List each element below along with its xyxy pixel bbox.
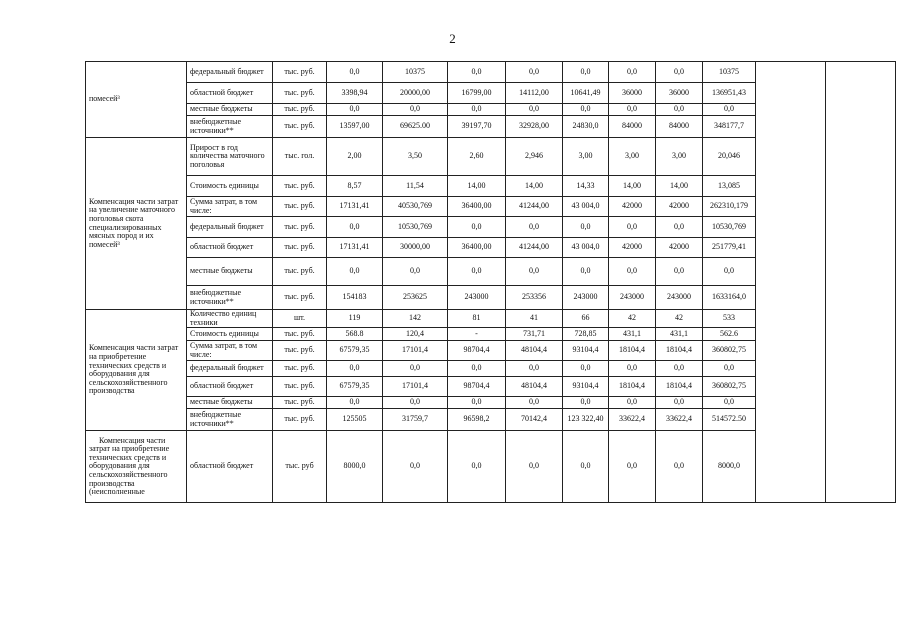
value-cell: 31759,7 bbox=[383, 409, 448, 431]
value-cell: 13,085 bbox=[703, 176, 756, 197]
value-cell: 17131,41 bbox=[327, 238, 383, 258]
value-cell: 2,60 bbox=[448, 138, 506, 176]
value-cell: 0,0 bbox=[506, 397, 563, 409]
value-cell: 360802,75 bbox=[703, 341, 756, 361]
value-cell: 42 bbox=[656, 310, 703, 328]
value-cell: 17101,4 bbox=[383, 341, 448, 361]
value-cell: 11,54 bbox=[383, 176, 448, 197]
value-cell: 16799,00 bbox=[448, 83, 506, 104]
value-cell: 0,0 bbox=[383, 104, 448, 116]
value-cell: 0,0 bbox=[563, 361, 609, 377]
value-cell: 0,0 bbox=[609, 104, 656, 116]
value-cell: 0,0 bbox=[448, 258, 506, 286]
value-cell: 14,00 bbox=[656, 176, 703, 197]
value-cell: 251779,41 bbox=[703, 238, 756, 258]
value-cell: 0,0 bbox=[609, 397, 656, 409]
value-cell: 98704,4 bbox=[448, 377, 506, 397]
value-cell: 10530,769 bbox=[383, 217, 448, 238]
value-cell: 14,00 bbox=[448, 176, 506, 197]
unit: тыс. руб bbox=[273, 431, 327, 503]
value-cell: 3,00 bbox=[656, 138, 703, 176]
value-cell: 67579,35 bbox=[327, 341, 383, 361]
value-cell: 0,0 bbox=[656, 397, 703, 409]
value-cell: 20,046 bbox=[703, 138, 756, 176]
value-cell: 39197,70 bbox=[448, 116, 506, 138]
value-cell: 0,0 bbox=[563, 397, 609, 409]
value-cell: 514572.50 bbox=[703, 409, 756, 431]
value-cell: 43 004,0 bbox=[563, 197, 609, 217]
value-cell: 36000 bbox=[609, 83, 656, 104]
value-cell: 84000 bbox=[609, 116, 656, 138]
value-cell: 3,50 bbox=[383, 138, 448, 176]
value-cell: 10375 bbox=[703, 62, 756, 83]
value-cell: 98704,4 bbox=[448, 341, 506, 361]
funding-source: федеральный бюджет bbox=[187, 217, 273, 238]
value-cell: 8,57 bbox=[327, 176, 383, 197]
value-cell: 0,0 bbox=[656, 258, 703, 286]
value-cell: 18104,4 bbox=[656, 377, 703, 397]
value-cell: 0,0 bbox=[327, 361, 383, 377]
unit: тыс. руб. bbox=[273, 397, 327, 409]
value-cell: 0,0 bbox=[448, 62, 506, 83]
value-cell: 123 322,40 bbox=[563, 409, 609, 431]
value-cell: 0,0 bbox=[383, 258, 448, 286]
value-cell: 0,0 bbox=[703, 397, 756, 409]
value-cell: 32928,00 bbox=[506, 116, 563, 138]
table-body bbox=[86, 62, 896, 503]
unit: тыс. руб. bbox=[273, 328, 327, 341]
value-cell: 0,0 bbox=[656, 217, 703, 238]
value-cell: 562.6 bbox=[703, 328, 756, 341]
value-cell: 0,0 bbox=[448, 361, 506, 377]
value-cell: 154183 bbox=[327, 286, 383, 310]
value-cell: 41 bbox=[506, 310, 563, 328]
page-number: 2 bbox=[449, 31, 456, 46]
measure-name: Компенсация части затрат на приобретение технических средств и оборудования для сельскохозяйственного производства (неисполненные bbox=[86, 431, 187, 503]
value-cell: 36400,00 bbox=[448, 197, 506, 217]
funding-source: Количество единиц техники bbox=[187, 310, 273, 328]
value-cell: 253356 bbox=[506, 286, 563, 310]
value-cell: 0,0 bbox=[506, 431, 563, 503]
value-cell: 0,0 bbox=[383, 361, 448, 377]
unit: тыс. руб. bbox=[273, 176, 327, 197]
value-cell: 41244,00 bbox=[506, 238, 563, 258]
table-row bbox=[86, 62, 896, 83]
funding-source: областной бюджет bbox=[187, 431, 273, 503]
value-cell: 18104,4 bbox=[609, 341, 656, 361]
value-cell: 0,0 bbox=[609, 431, 656, 503]
unit: тыс. руб. bbox=[273, 62, 327, 83]
value-cell: 14,00 bbox=[506, 176, 563, 197]
unit: тыс. руб. bbox=[273, 409, 327, 431]
value-cell: 10641,49 bbox=[563, 83, 609, 104]
value-cell: 0,0 bbox=[448, 217, 506, 238]
unit: тыс. гол. bbox=[273, 138, 327, 176]
value-cell: 20000,00 bbox=[383, 83, 448, 104]
funding-source: Прирост в год количества маточного поголовья bbox=[187, 138, 273, 176]
value-cell: - bbox=[448, 328, 506, 341]
value-cell: 43 004,0 bbox=[563, 238, 609, 258]
value-cell: 36000 bbox=[656, 83, 703, 104]
value-cell: 24830,0 bbox=[563, 116, 609, 138]
value-cell: 3398,94 bbox=[327, 83, 383, 104]
measure-name: помесей³ bbox=[86, 62, 187, 138]
value-cell: 42000 bbox=[656, 197, 703, 217]
value-cell: 0,0 bbox=[703, 361, 756, 377]
value-cell: 0,0 bbox=[506, 104, 563, 116]
value-cell: 48104,4 bbox=[506, 377, 563, 397]
value-cell: 348177,7 bbox=[703, 116, 756, 138]
funding-source: Стоимость единицы bbox=[187, 328, 273, 341]
funding-source: Сумма затрат, в том числе: bbox=[187, 197, 273, 217]
value-cell: 69625.00 bbox=[383, 116, 448, 138]
value-cell: 533 bbox=[703, 310, 756, 328]
unit: тыс. руб. bbox=[273, 341, 327, 361]
value-cell: 0,0 bbox=[327, 258, 383, 286]
value-cell: 0,0 bbox=[327, 104, 383, 116]
value-cell: 33622,4 bbox=[609, 409, 656, 431]
unit: шт. bbox=[273, 310, 327, 328]
value-cell: 568.8 bbox=[327, 328, 383, 341]
value-cell: 0,0 bbox=[563, 62, 609, 83]
value-cell: 0,0 bbox=[327, 217, 383, 238]
value-cell: 3,00 bbox=[563, 138, 609, 176]
value-cell: 41244,00 bbox=[506, 197, 563, 217]
value-cell: 0,0 bbox=[703, 258, 756, 286]
value-cell: 0,0 bbox=[506, 258, 563, 286]
value-cell: 18104,4 bbox=[609, 377, 656, 397]
value-cell: 0,0 bbox=[609, 258, 656, 286]
funding-source: местные бюджеты bbox=[187, 397, 273, 409]
value-cell: 136951,43 bbox=[703, 83, 756, 104]
value-cell: 0,0 bbox=[656, 361, 703, 377]
value-cell: 30000,00 bbox=[383, 238, 448, 258]
value-cell: 243000 bbox=[656, 286, 703, 310]
unit: тыс. руб. bbox=[273, 238, 327, 258]
value-cell: 17131,41 bbox=[327, 197, 383, 217]
value-cell: 120,4 bbox=[383, 328, 448, 341]
unit: тыс. руб. bbox=[273, 377, 327, 397]
measure-name: Компенсация части затрат на увеличение маточного поголовья скота специализированных мясных пород и их помесей³ bbox=[86, 138, 187, 310]
value-cell: 67579,35 bbox=[327, 377, 383, 397]
value-cell: 14112,00 bbox=[506, 83, 563, 104]
unit: тыс. руб. bbox=[273, 116, 327, 138]
value-cell: 262310,179 bbox=[703, 197, 756, 217]
value-cell: 0,0 bbox=[656, 62, 703, 83]
value-cell: 42000 bbox=[656, 238, 703, 258]
value-cell: 0,0 bbox=[563, 431, 609, 503]
value-cell: 0,0 bbox=[448, 397, 506, 409]
value-cell: 243000 bbox=[448, 286, 506, 310]
value-cell: 96598,2 bbox=[448, 409, 506, 431]
funding-source: Стоимость единицы bbox=[187, 176, 273, 197]
value-cell: 0,0 bbox=[327, 62, 383, 83]
value-cell: 81 bbox=[448, 310, 506, 328]
empty-column bbox=[826, 62, 896, 503]
funding-source: местные бюджеты bbox=[187, 258, 273, 286]
value-cell: 93104,4 bbox=[563, 377, 609, 397]
value-cell: 33622,4 bbox=[656, 409, 703, 431]
value-cell: 0,0 bbox=[609, 62, 656, 83]
value-cell: 48104,4 bbox=[506, 341, 563, 361]
value-cell: 18104,4 bbox=[656, 341, 703, 361]
value-cell: 17101,4 bbox=[383, 377, 448, 397]
empty-column bbox=[756, 62, 826, 503]
measure-name: Компенсация части затрат на приобретение технических средств и оборудования для сельскохозяйственного производства bbox=[86, 310, 187, 431]
value-cell: 70142,4 bbox=[506, 409, 563, 431]
value-cell: 0,0 bbox=[563, 217, 609, 238]
value-cell: 66 bbox=[563, 310, 609, 328]
value-cell: 360802,75 bbox=[703, 377, 756, 397]
value-cell: 119 bbox=[327, 310, 383, 328]
unit: тыс. руб. bbox=[273, 258, 327, 286]
value-cell: 728,85 bbox=[563, 328, 609, 341]
unit: тыс. руб. bbox=[273, 217, 327, 238]
funding-source: областной бюджет bbox=[187, 238, 273, 258]
value-cell: 431,1 bbox=[656, 328, 703, 341]
value-cell: 0,0 bbox=[448, 431, 506, 503]
value-cell: 0,0 bbox=[327, 397, 383, 409]
unit: тыс. руб. bbox=[273, 104, 327, 116]
value-cell: 8000,0 bbox=[327, 431, 383, 503]
value-cell: 253625 bbox=[383, 286, 448, 310]
value-cell: 0,0 bbox=[609, 361, 656, 377]
value-cell: 10530,769 bbox=[703, 217, 756, 238]
funding-source: местные бюджеты bbox=[187, 104, 273, 116]
value-cell: 40530,769 bbox=[383, 197, 448, 217]
value-cell: 10375 bbox=[383, 62, 448, 83]
value-cell: 0,0 bbox=[383, 431, 448, 503]
funding-source: внебюджетные источники** bbox=[187, 286, 273, 310]
value-cell: 142 bbox=[383, 310, 448, 328]
value-cell: 0,0 bbox=[448, 104, 506, 116]
value-cell: 0,0 bbox=[506, 62, 563, 83]
funding-source: внебюджетные источники** bbox=[187, 116, 273, 138]
unit: тыс. руб. bbox=[273, 286, 327, 310]
value-cell: 0,0 bbox=[563, 258, 609, 286]
budget-table bbox=[85, 61, 896, 503]
value-cell: 0,0 bbox=[656, 104, 703, 116]
value-cell: 125505 bbox=[327, 409, 383, 431]
value-cell: 13597,00 bbox=[327, 116, 383, 138]
funding-source: внебюджетные источники** bbox=[187, 409, 273, 431]
value-cell: 42000 bbox=[609, 238, 656, 258]
value-cell: 0,0 bbox=[656, 431, 703, 503]
value-cell: 42000 bbox=[609, 197, 656, 217]
value-cell: 93104,4 bbox=[563, 341, 609, 361]
value-cell: 0,0 bbox=[383, 397, 448, 409]
value-cell: 14,00 bbox=[609, 176, 656, 197]
funding-source: Сумма затрат, в том числе: bbox=[187, 341, 273, 361]
value-cell: 42 bbox=[609, 310, 656, 328]
funding-source: федеральный бюджет bbox=[187, 62, 273, 83]
funding-source: федеральный бюджет bbox=[187, 361, 273, 377]
value-cell: 8000,0 bbox=[703, 431, 756, 503]
value-cell: 36400,00 bbox=[448, 238, 506, 258]
unit: тыс. руб. bbox=[273, 197, 327, 217]
value-cell: 0,0 bbox=[703, 104, 756, 116]
value-cell: 2,00 bbox=[327, 138, 383, 176]
value-cell: 3,00 bbox=[609, 138, 656, 176]
value-cell: 14,33 bbox=[563, 176, 609, 197]
funding-source: областной бюджет bbox=[187, 83, 273, 104]
value-cell: 243000 bbox=[609, 286, 656, 310]
value-cell: 0,0 bbox=[506, 361, 563, 377]
funding-source: областной бюджет bbox=[187, 377, 273, 397]
value-cell: 0,0 bbox=[506, 217, 563, 238]
value-cell: 243000 bbox=[563, 286, 609, 310]
value-cell: 1633164,0 bbox=[703, 286, 756, 310]
unit: тыс. руб. bbox=[273, 361, 327, 377]
value-cell: 431,1 bbox=[609, 328, 656, 341]
value-cell: 0,0 bbox=[563, 104, 609, 116]
value-cell: 84000 bbox=[656, 116, 703, 138]
value-cell: 731,71 bbox=[506, 328, 563, 341]
value-cell: 0,0 bbox=[609, 217, 656, 238]
value-cell: 2,946 bbox=[506, 138, 563, 176]
unit: тыс. руб. bbox=[273, 83, 327, 104]
